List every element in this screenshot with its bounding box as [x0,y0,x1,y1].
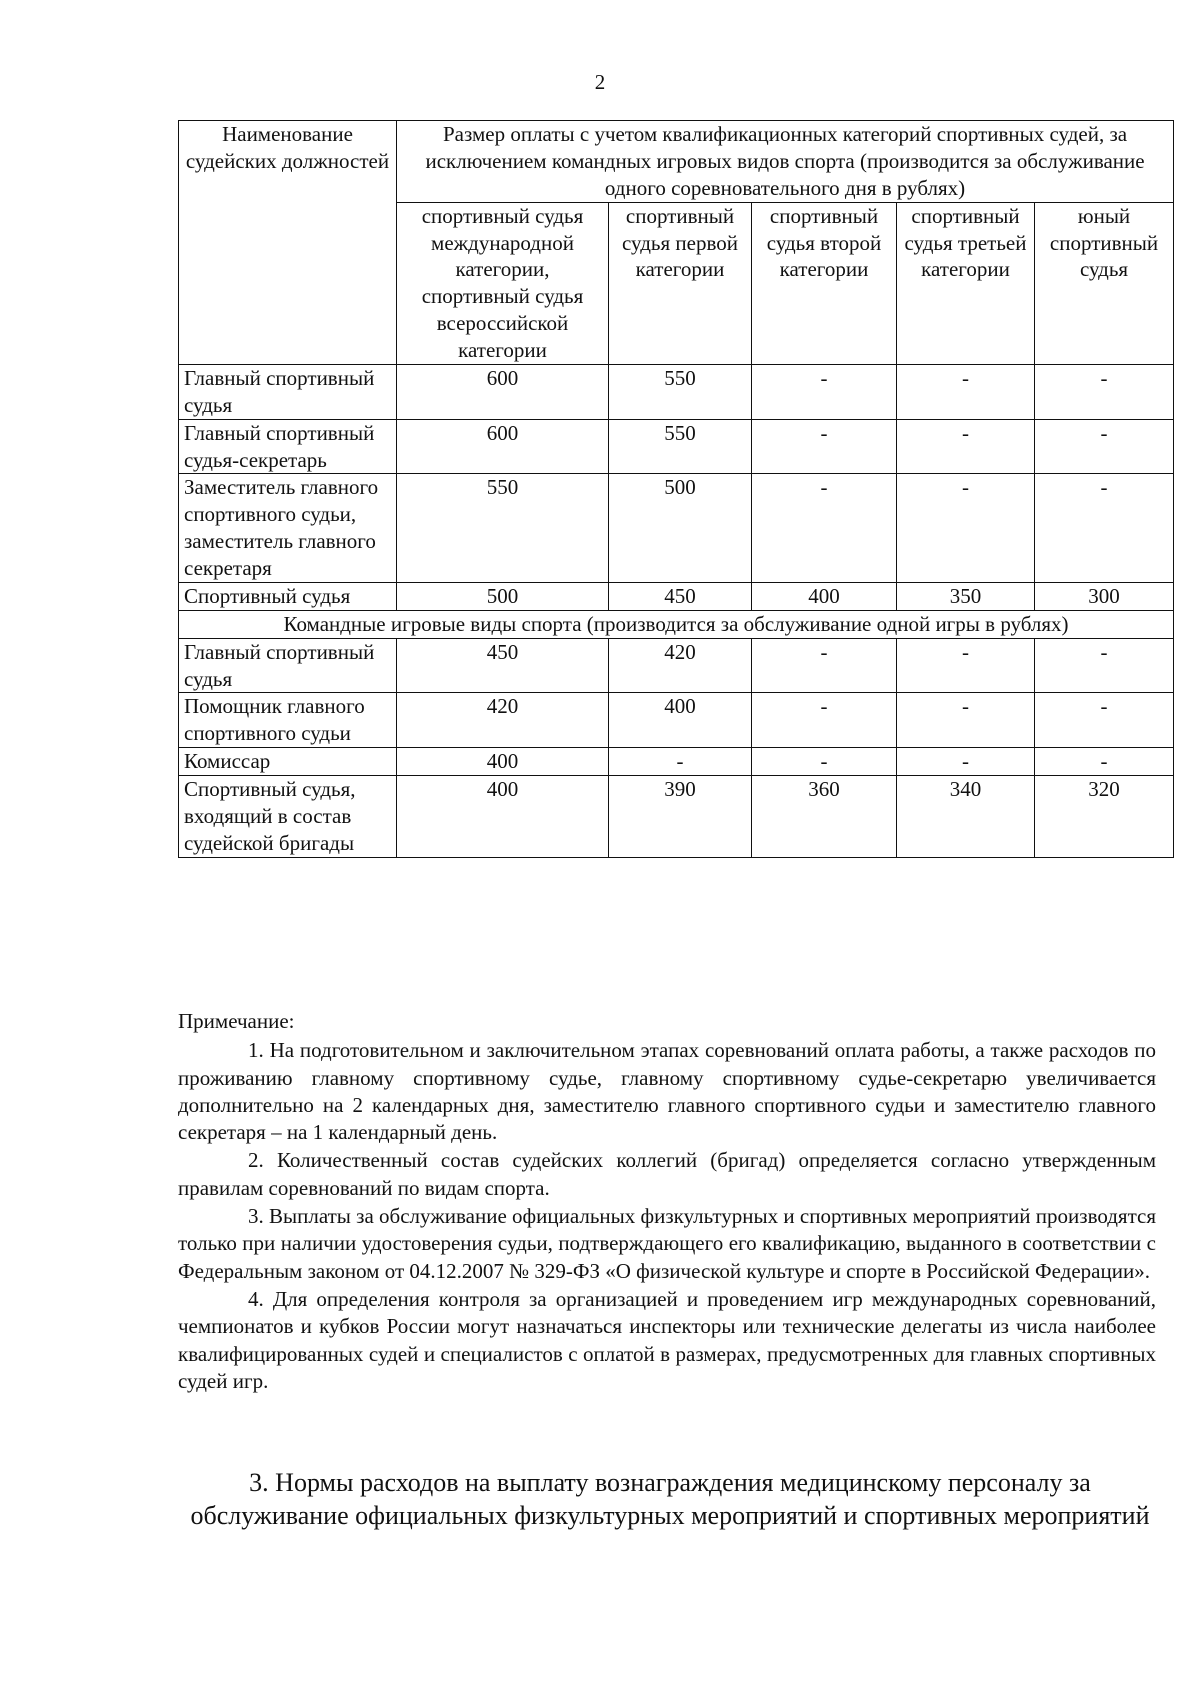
rate-cell: - [1035,364,1174,419]
category-header: спортивный судья первой категории [609,202,752,364]
notes-block [178,1008,1156,1396]
table-row [179,693,1174,748]
table-header-row [179,121,1174,203]
position-column-header: Наименование судейских должностей [179,121,397,365]
table-row [179,474,1174,583]
rate-cell: 600 [397,419,609,474]
category-header: спортивный судья второй категории [752,202,897,364]
category-header: спортивный судья третьей категории [897,202,1035,364]
rate-cell: 550 [609,364,752,419]
position-cell: Спортивный судья, входящий в состав судейской бригады [179,776,397,858]
rate-cell: 600 [397,364,609,419]
category-header: юный спортивный судья [1035,202,1174,364]
rate-cell: 450 [397,638,609,693]
rate-cell: - [752,638,897,693]
rate-cell: 320 [1035,776,1174,858]
rate-cell: - [897,748,1035,776]
rate-cell: - [1035,419,1174,474]
rate-column-header: Размер оплаты с учетом квалификационных категорий спортивных судей, за исключением командных игровых видов спорта (производится за обслуживание одного соревновательного дня в рублях) [397,121,1174,203]
rate-cell: - [609,748,752,776]
rate-cell: 360 [752,776,897,858]
rate-cell: - [1035,748,1174,776]
rate-cell: 400 [397,748,609,776]
rate-cell: - [897,364,1035,419]
page-number: 2 [594,70,606,94]
position-cell: Помощник главного спортивного судьи [179,693,397,748]
rate-cell: - [897,419,1035,474]
table-row [179,419,1174,474]
table-row [179,364,1174,419]
rate-cell: 350 [897,582,1035,610]
rate-cell: - [897,474,1035,583]
position-cell: Комиссар [179,748,397,776]
rate-cell: - [1035,693,1174,748]
position-cell: Главный спортивный судья [179,638,397,693]
note-item: 1. На подготовительном и заключительном этапах соревнований оплата работы, а также расходов по проживанию главному спортивному судье, главному спортивному судье-секретарю увеличивается дополнительно на 2 календарных дня, заместителю главного спортивного судьи и заместителю главного секретаря – на 1 календарный день. [178,1038,1156,1145]
rate-cell: 420 [609,638,752,693]
rate-cell: 400 [397,776,609,858]
rate-cell: - [897,638,1035,693]
rate-cell: 450 [609,582,752,610]
note-item: 4. Для определения контроля за организацией и проведением игр международных соревнований, чемпионатов и кубков России могут назначаться инспекторы или технические делегаты из числа наиболее квалифицированных судей и специалистов с оплатой в размерах, предусмотренных для главных спортивных судей игр. [178,1286,1156,1393]
rate-cell: - [752,748,897,776]
rate-cell: 500 [397,582,609,610]
table-row [179,638,1174,693]
position-cell: Главный спортивный судья-секретарь [179,419,397,474]
rate-cell: 340 [897,776,1035,858]
rate-cell: 550 [397,474,609,583]
section-3-heading: 3. Нормы расходов на выплату вознаграждения медицинскому персоналу за обслуживание официальных физкультурных мероприятий и спортивных мероприятий [190,1468,1150,1530]
position-cell: Главный спортивный судья [179,364,397,419]
note-item: 2. Количественный состав судейских коллегий (бригад) определяется согласно утвержденным правилам соревнований по видам спорта. [178,1148,1156,1200]
category-header: спортивный судья международной категории, спортивный судья всероссийской категории [397,202,609,364]
rate-cell: - [752,364,897,419]
rate-cell: 400 [752,582,897,610]
referee-rates-table [178,120,1174,858]
table-row [179,748,1174,776]
rate-cell: 420 [397,693,609,748]
position-cell: Спортивный судья [179,582,397,610]
rate-cell: - [752,693,897,748]
rate-cell: - [1035,474,1174,583]
rate-cell: - [752,419,897,474]
table-row [179,776,1174,858]
team-section-row [179,610,1174,638]
rate-cell: 390 [609,776,752,858]
notes-title: Примечание: [178,1009,295,1033]
position-cell: Заместитель главного спортивного судьи, заместитель главного секретаря [179,474,397,583]
team-section-title: Командные игровые виды спорта (производится за обслуживание одной игры в рублях) [179,610,1174,638]
rate-cell: - [897,693,1035,748]
table-row [179,582,1174,610]
rate-cell: 550 [609,419,752,474]
note-item: 3. Выплаты за обслуживание официальных физкультурных и спортивных мероприятий производятся только при наличии удостоверения судьи, подтверждающего его квалификацию, выданного в соответствии с Федеральным законом от 04.12.2007 № 329-ФЗ «О физической культуре и спорте в Российской Федерации». [178,1204,1156,1283]
rate-cell: 500 [609,474,752,583]
rate-cell: - [1035,638,1174,693]
rate-cell: 300 [1035,582,1174,610]
rate-cell: 400 [609,693,752,748]
rate-cell: - [752,474,897,583]
